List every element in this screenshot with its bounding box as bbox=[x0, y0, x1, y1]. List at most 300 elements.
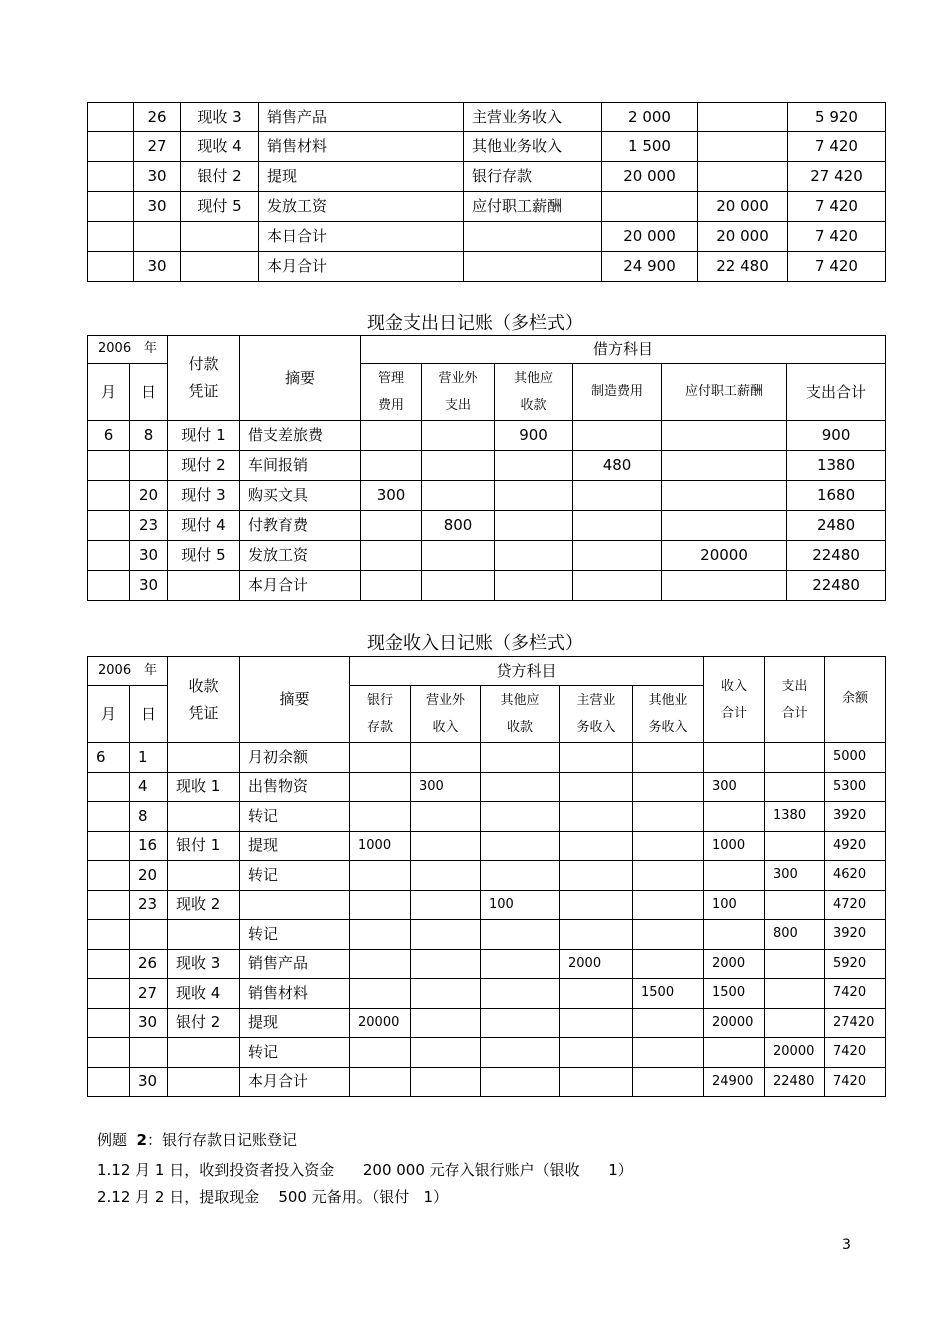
income-journal-table bbox=[87, 656, 886, 1097]
day-header: 日 bbox=[130, 686, 168, 743]
voucher-cell: 现收 3 bbox=[168, 949, 240, 979]
amount-cell bbox=[350, 890, 411, 920]
summary-cell: 本月合计 bbox=[259, 252, 464, 282]
voucher-cell: 现收 1 bbox=[168, 772, 240, 802]
amount-cell: 300 bbox=[361, 481, 422, 511]
amount-cell bbox=[560, 1067, 633, 1097]
expense-journal-table bbox=[87, 335, 886, 601]
amount-cell bbox=[481, 772, 560, 802]
table-row bbox=[88, 979, 886, 1009]
amount-cell bbox=[350, 1038, 411, 1068]
table-row bbox=[88, 920, 886, 950]
voucher-cell bbox=[168, 802, 240, 832]
amount-cell bbox=[422, 571, 495, 601]
year-header: 2006 年 bbox=[88, 657, 168, 686]
amount-cell bbox=[350, 920, 411, 950]
account-cell: 其他业务收入 bbox=[464, 132, 602, 162]
amount-cell bbox=[350, 772, 411, 802]
amount-cell: 2000 bbox=[560, 949, 633, 979]
amount-cell bbox=[633, 743, 704, 773]
summary-cell: 销售材料 bbox=[259, 132, 464, 162]
credit-cell: 22 480 bbox=[698, 252, 788, 282]
amount-cell bbox=[411, 1067, 481, 1097]
income-total-cell bbox=[704, 920, 765, 950]
voucher-cell: 现收 3 bbox=[181, 103, 259, 132]
col-header: 其他应 收款 bbox=[495, 364, 573, 421]
expense-total-cell: 22480 bbox=[765, 1067, 825, 1097]
day-cell: 26 bbox=[130, 949, 168, 979]
month-cell bbox=[88, 861, 130, 891]
expense-total-cell: 300 bbox=[765, 861, 825, 891]
summary-cell: 本日合计 bbox=[259, 222, 464, 252]
ledger-top-table bbox=[87, 102, 886, 282]
summary-cell: 提现 bbox=[259, 162, 464, 192]
amount-cell bbox=[560, 1008, 633, 1038]
col-header: 营业外 收入 bbox=[411, 686, 481, 743]
amount-cell bbox=[495, 571, 573, 601]
day-cell: 20 bbox=[130, 861, 168, 891]
amount-cell bbox=[422, 481, 495, 511]
voucher-cell: 现付 1 bbox=[168, 421, 240, 451]
expense-total-cell: 1380 bbox=[765, 802, 825, 832]
expense-total-cell bbox=[765, 743, 825, 773]
voucher-cell bbox=[181, 252, 259, 282]
amount-cell bbox=[560, 802, 633, 832]
balance-cell: 7 420 bbox=[788, 252, 886, 282]
year-header: 2006 年 bbox=[88, 336, 168, 364]
voucher-cell bbox=[168, 743, 240, 773]
amount-cell: 300 bbox=[411, 772, 481, 802]
expense-total-cell: 20000 bbox=[765, 1038, 825, 1068]
amount-cell bbox=[411, 1008, 481, 1038]
day-cell: 30 bbox=[134, 162, 181, 192]
amount-cell bbox=[662, 481, 787, 511]
expense-total-cell bbox=[765, 831, 825, 861]
debit-cell: 20 000 bbox=[602, 222, 698, 252]
amount-cell bbox=[560, 743, 633, 773]
summary-cell: 车间报销 bbox=[240, 451, 361, 481]
table-row bbox=[88, 162, 886, 192]
voucher-cell bbox=[181, 222, 259, 252]
total-cell: 22480 bbox=[787, 541, 886, 571]
amount-cell bbox=[361, 511, 422, 541]
day-cell bbox=[130, 451, 168, 481]
month-cell bbox=[88, 949, 130, 979]
amount-cell bbox=[573, 481, 662, 511]
day-cell: 23 bbox=[130, 511, 168, 541]
col-header: 支出合计 bbox=[787, 364, 886, 421]
amount-cell bbox=[350, 802, 411, 832]
day-cell: 20 bbox=[130, 481, 168, 511]
day-cell: 30 bbox=[130, 1008, 168, 1038]
summary-cell: 转记 bbox=[240, 861, 350, 891]
summary-cell: 借支差旅费 bbox=[240, 421, 361, 451]
balance-cell: 5300 bbox=[825, 772, 886, 802]
amount-cell bbox=[560, 1038, 633, 1068]
amount-cell bbox=[662, 451, 787, 481]
month-cell: 6 bbox=[88, 421, 130, 451]
amount-cell bbox=[633, 1008, 704, 1038]
credit-cell bbox=[698, 162, 788, 192]
table-row bbox=[88, 481, 886, 511]
income-total-header: 收入 合计 bbox=[704, 657, 765, 743]
account-cell: 应付职工薪酬 bbox=[464, 192, 602, 222]
amount-cell bbox=[411, 890, 481, 920]
amount-cell bbox=[481, 802, 560, 832]
example-line-2: 2.12 月 2 日，提取现金 500 元备用。（银付 1） bbox=[97, 1188, 449, 1206]
voucher-cell: 银付 2 bbox=[181, 162, 259, 192]
voucher-cell: 现收 4 bbox=[168, 979, 240, 1009]
col-header: 银行 存款 bbox=[350, 686, 411, 743]
income-total-cell: 20000 bbox=[704, 1008, 765, 1038]
amount-cell bbox=[560, 861, 633, 891]
amount-cell bbox=[422, 421, 495, 451]
day-cell bbox=[130, 920, 168, 950]
voucher-cell bbox=[168, 861, 240, 891]
balance-cell: 7420 bbox=[825, 1038, 886, 1068]
voucher-cell bbox=[168, 571, 240, 601]
month-cell bbox=[88, 571, 130, 601]
month-cell bbox=[88, 541, 130, 571]
amount-cell bbox=[481, 831, 560, 861]
amount-cell bbox=[633, 949, 704, 979]
example-line-1: 1.12 月 1 日，收到投资者投入资金 200 000 元存入银行账户（银收 1） bbox=[97, 1161, 633, 1179]
amount-cell bbox=[662, 421, 787, 451]
balance-cell: 7 420 bbox=[788, 222, 886, 252]
amount-cell bbox=[411, 831, 481, 861]
voucher-header: 付款 凭证 bbox=[168, 336, 240, 421]
voucher-cell: 现付 5 bbox=[168, 541, 240, 571]
amount-cell bbox=[560, 831, 633, 861]
amount-cell bbox=[633, 802, 704, 832]
account-cell bbox=[464, 252, 602, 282]
table-row bbox=[88, 421, 886, 451]
summary-cell: 购买文具 bbox=[240, 481, 361, 511]
voucher-cell: 银付 1 bbox=[168, 831, 240, 861]
amount-cell bbox=[633, 890, 704, 920]
table-cell bbox=[88, 192, 134, 222]
table-row bbox=[88, 772, 886, 802]
day-cell: 8 bbox=[130, 421, 168, 451]
credit-cell bbox=[698, 103, 788, 132]
amount-cell bbox=[560, 772, 633, 802]
amount-cell bbox=[481, 1038, 560, 1068]
voucher-header: 收款 凭证 bbox=[168, 657, 240, 743]
month-cell bbox=[88, 772, 130, 802]
expense-total-cell bbox=[765, 772, 825, 802]
amount-cell bbox=[633, 861, 704, 891]
page-number: 3 bbox=[842, 1237, 851, 1253]
balance-cell: 27 420 bbox=[788, 162, 886, 192]
table-row bbox=[88, 1067, 886, 1097]
expense-journal-title: 现金支出日记账（多栏式） bbox=[367, 313, 583, 334]
total-cell: 900 bbox=[787, 421, 886, 451]
amount-cell bbox=[350, 861, 411, 891]
amount-cell: 20000 bbox=[662, 541, 787, 571]
income-total-cell bbox=[704, 861, 765, 891]
table-row bbox=[88, 949, 886, 979]
voucher-cell: 现收 2 bbox=[168, 890, 240, 920]
table-cell bbox=[88, 162, 134, 192]
balance-cell: 27420 bbox=[825, 1008, 886, 1038]
day-header: 日 bbox=[130, 364, 168, 421]
day-cell: 1 bbox=[130, 743, 168, 773]
day-cell: 30 bbox=[134, 192, 181, 222]
table-row bbox=[88, 192, 886, 222]
expense-total-cell bbox=[765, 890, 825, 920]
month-cell bbox=[88, 920, 130, 950]
day-cell: 30 bbox=[130, 1067, 168, 1097]
amount-cell bbox=[411, 1038, 481, 1068]
col-header: 其他应 收款 bbox=[481, 686, 560, 743]
month-cell bbox=[88, 481, 130, 511]
table-row bbox=[88, 541, 886, 571]
income-total-cell: 2000 bbox=[704, 949, 765, 979]
amount-cell bbox=[411, 979, 481, 1009]
day-cell: 30 bbox=[130, 571, 168, 601]
col-header: 应付职工薪酬 bbox=[662, 364, 787, 421]
amount-cell bbox=[495, 511, 573, 541]
table-row bbox=[88, 743, 886, 773]
month-cell: 6 bbox=[88, 743, 130, 773]
expense-total-cell bbox=[765, 1008, 825, 1038]
summary-cell: 提现 bbox=[240, 1008, 350, 1038]
amount-cell: 1000 bbox=[350, 831, 411, 861]
amount-cell bbox=[481, 1008, 560, 1038]
account-cell: 银行存款 bbox=[464, 162, 602, 192]
amount-cell bbox=[411, 802, 481, 832]
amount-cell bbox=[573, 571, 662, 601]
debit-cell bbox=[602, 192, 698, 222]
balance-cell: 7420 bbox=[825, 1067, 886, 1097]
amount-cell bbox=[633, 1067, 704, 1097]
amount-cell bbox=[411, 743, 481, 773]
balance-cell: 3920 bbox=[825, 920, 886, 950]
amount-cell bbox=[481, 949, 560, 979]
month-cell bbox=[88, 1038, 130, 1068]
amount-cell bbox=[481, 743, 560, 773]
amount-cell bbox=[633, 1038, 704, 1068]
debit-cell: 24 900 bbox=[602, 252, 698, 282]
amount-cell bbox=[411, 949, 481, 979]
voucher-cell: 银付 2 bbox=[168, 1008, 240, 1038]
total-cell: 1380 bbox=[787, 451, 886, 481]
table-row bbox=[88, 132, 886, 162]
summary-cell: 提现 bbox=[240, 831, 350, 861]
amount-cell bbox=[481, 1067, 560, 1097]
amount-cell bbox=[350, 949, 411, 979]
summary-cell: 销售产品 bbox=[259, 103, 464, 132]
col-header: 制造费用 bbox=[573, 364, 662, 421]
month-header: 月 bbox=[88, 686, 130, 743]
amount-cell bbox=[361, 541, 422, 571]
voucher-cell: 现付 2 bbox=[168, 451, 240, 481]
day-cell bbox=[134, 222, 181, 252]
amount-cell bbox=[422, 451, 495, 481]
voucher-cell bbox=[168, 1038, 240, 1068]
summary-cell: 转记 bbox=[240, 802, 350, 832]
income-total-cell: 300 bbox=[704, 772, 765, 802]
summary-cell: 转记 bbox=[240, 1038, 350, 1068]
table-row bbox=[88, 1008, 886, 1038]
day-cell: 30 bbox=[134, 252, 181, 282]
amount-cell bbox=[361, 451, 422, 481]
table-row bbox=[88, 222, 886, 252]
balance-cell: 4920 bbox=[825, 831, 886, 861]
income-total-cell: 1000 bbox=[704, 831, 765, 861]
balance-cell: 7 420 bbox=[788, 132, 886, 162]
summary-cell: 转记 bbox=[240, 920, 350, 950]
table-row bbox=[88, 1038, 886, 1068]
summary-cell bbox=[240, 890, 350, 920]
balance-cell: 5 920 bbox=[788, 103, 886, 132]
amount-cell: 20000 bbox=[350, 1008, 411, 1038]
amount-cell bbox=[350, 979, 411, 1009]
table-cell bbox=[88, 103, 134, 132]
amount-cell bbox=[481, 920, 560, 950]
expense-total-header: 支出 合计 bbox=[765, 657, 825, 743]
expense-total-cell bbox=[765, 949, 825, 979]
amount-cell bbox=[573, 421, 662, 451]
income-total-cell: 1500 bbox=[704, 979, 765, 1009]
credit-cell bbox=[698, 132, 788, 162]
income-journal-title: 现金收入日记账（多栏式） bbox=[367, 633, 583, 654]
month-cell bbox=[88, 511, 130, 541]
month-cell bbox=[88, 979, 130, 1009]
amount-cell bbox=[481, 979, 560, 1009]
day-cell: 4 bbox=[130, 772, 168, 802]
summary-cell: 月初余额 bbox=[240, 743, 350, 773]
day-cell: 27 bbox=[130, 979, 168, 1009]
expense-total-cell: 800 bbox=[765, 920, 825, 950]
day-cell bbox=[130, 1038, 168, 1068]
table-row bbox=[88, 103, 886, 132]
table-row bbox=[88, 252, 886, 282]
amount-cell bbox=[633, 831, 704, 861]
total-cell: 22480 bbox=[787, 571, 886, 601]
amount-cell: 100 bbox=[481, 890, 560, 920]
voucher-cell: 现付 5 bbox=[181, 192, 259, 222]
debit-cell: 1 500 bbox=[602, 132, 698, 162]
amount-cell bbox=[573, 511, 662, 541]
balance-cell: 7 420 bbox=[788, 192, 886, 222]
summary-cell: 付教育费 bbox=[240, 511, 361, 541]
col-header: 管理 费用 bbox=[361, 364, 422, 421]
amount-cell bbox=[411, 920, 481, 950]
day-cell: 27 bbox=[134, 132, 181, 162]
summary-cell: 本月合计 bbox=[240, 1067, 350, 1097]
summary-header: 摘要 bbox=[240, 336, 361, 421]
table-row bbox=[88, 451, 886, 481]
amount-cell bbox=[350, 1067, 411, 1097]
amount-cell bbox=[560, 920, 633, 950]
credit-cell: 20 000 bbox=[698, 222, 788, 252]
debit-cell: 20 000 bbox=[602, 162, 698, 192]
summary-cell: 发放工资 bbox=[259, 192, 464, 222]
expense-total-cell bbox=[765, 979, 825, 1009]
voucher-cell: 现付 3 bbox=[168, 481, 240, 511]
col-header: 其他业 务收入 bbox=[633, 686, 704, 743]
summary-cell: 出售物资 bbox=[240, 772, 350, 802]
table-cell bbox=[88, 132, 134, 162]
amount-cell bbox=[633, 772, 704, 802]
voucher-cell bbox=[168, 1067, 240, 1097]
amount-cell bbox=[481, 861, 560, 891]
balance-cell: 7420 bbox=[825, 979, 886, 1009]
amount-cell bbox=[495, 541, 573, 571]
balance-header: 余额 bbox=[825, 657, 886, 743]
amount-cell: 480 bbox=[573, 451, 662, 481]
col-header: 营业外 支出 bbox=[422, 364, 495, 421]
voucher-cell: 现付 4 bbox=[168, 511, 240, 541]
amount-cell bbox=[662, 571, 787, 601]
month-cell bbox=[88, 890, 130, 920]
amount-cell: 1500 bbox=[633, 979, 704, 1009]
month-cell bbox=[88, 1008, 130, 1038]
total-cell: 1680 bbox=[787, 481, 886, 511]
day-cell: 30 bbox=[130, 541, 168, 571]
month-cell bbox=[88, 451, 130, 481]
month-header: 月 bbox=[88, 364, 130, 421]
amount-cell bbox=[422, 541, 495, 571]
summary-cell: 销售产品 bbox=[240, 949, 350, 979]
amount-cell: 800 bbox=[422, 511, 495, 541]
amount-cell bbox=[633, 920, 704, 950]
summary-header: 摘要 bbox=[240, 657, 350, 743]
balance-cell: 3920 bbox=[825, 802, 886, 832]
table-row bbox=[88, 831, 886, 861]
table-row bbox=[88, 571, 886, 601]
table-cell bbox=[88, 252, 134, 282]
summary-cell: 销售材料 bbox=[240, 979, 350, 1009]
balance-cell: 5000 bbox=[825, 743, 886, 773]
balance-cell: 4720 bbox=[825, 890, 886, 920]
example-heading: 例题 2：银行存款日记账登记 bbox=[97, 1131, 297, 1149]
amount-cell bbox=[350, 743, 411, 773]
income-total-cell: 100 bbox=[704, 890, 765, 920]
amount-cell bbox=[361, 571, 422, 601]
income-total-cell bbox=[704, 802, 765, 832]
debit-group-header: 借方科目 bbox=[361, 336, 886, 364]
amount-cell bbox=[560, 979, 633, 1009]
day-cell: 16 bbox=[130, 831, 168, 861]
credit-group-header: 贷方科目 bbox=[350, 657, 704, 686]
table-row bbox=[88, 890, 886, 920]
income-total-cell bbox=[704, 743, 765, 773]
table-row bbox=[88, 861, 886, 891]
table-row bbox=[88, 802, 886, 832]
income-total-cell: 24900 bbox=[704, 1067, 765, 1097]
amount-cell bbox=[662, 511, 787, 541]
summary-cell: 本月合计 bbox=[240, 571, 361, 601]
day-cell: 26 bbox=[134, 103, 181, 132]
credit-cell: 20 000 bbox=[698, 192, 788, 222]
voucher-cell bbox=[168, 920, 240, 950]
month-cell bbox=[88, 831, 130, 861]
income-total-cell bbox=[704, 1038, 765, 1068]
amount-cell bbox=[361, 421, 422, 451]
amount-cell bbox=[495, 481, 573, 511]
amount-cell bbox=[573, 541, 662, 571]
voucher-cell: 现收 4 bbox=[181, 132, 259, 162]
month-cell bbox=[88, 1067, 130, 1097]
day-cell: 23 bbox=[130, 890, 168, 920]
total-cell: 2480 bbox=[787, 511, 886, 541]
amount-cell bbox=[411, 861, 481, 891]
amount-cell: 900 bbox=[495, 421, 573, 451]
account-cell bbox=[464, 222, 602, 252]
table-cell bbox=[88, 222, 134, 252]
